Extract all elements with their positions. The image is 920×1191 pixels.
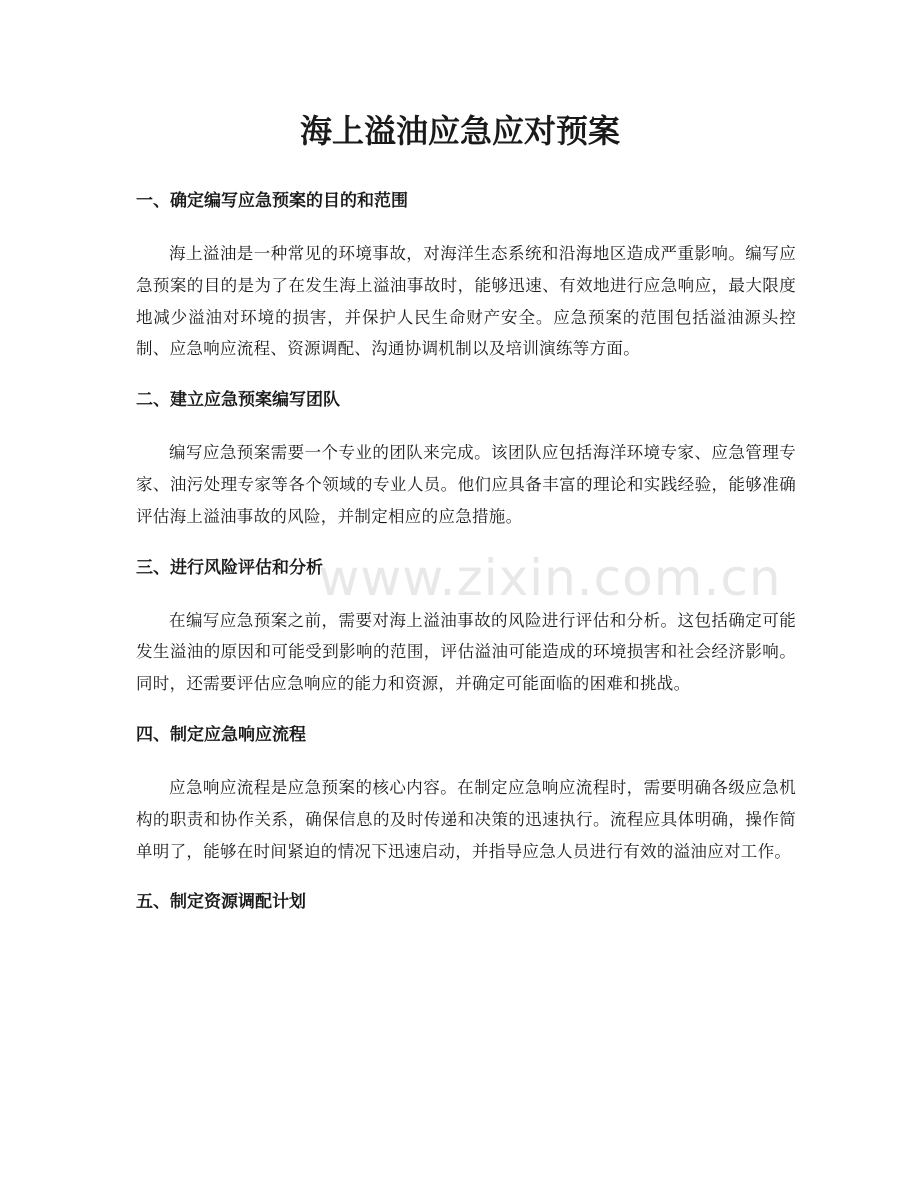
section-paragraph: 应急响应流程是应急预案的核心内容。在制定应急响应流程时，需要明确各级应急机构的职责和协作关系，确保信息的及时传递和决策的迅速执行。流程应具体明确，操作简单明了，能够在时间紧迫的情况下迅速启动，并指导应急人员进行有效的溢油应对工作。 [136,777,796,861]
document-content [136,186,796,939]
section-heading: 一、确定编写应急预案的目的和范围 [136,191,408,211]
section-2 [136,385,796,532]
section-heading: 三、进行风险评估和分析 [136,557,323,578]
page-title: 海上溢油应急应对预案 [299,112,620,150]
section-paragraph: 海上溢油是一种常见的环境事故，对海洋生态系统和沿海地区造成严重影响。编写应急预案的目的是为了在发生海上溢油事故时，能够迅速、有效地进行应急响应，最大限度地减少溢油对环境的损害，并保护人民生命财产安全。应急预案的范围包括溢油源头控制、应急响应流程、资源调配、沟通协调机制以及培训演练等方面。 [136,244,796,359]
section-3 [136,553,796,700]
section-4 [136,720,796,867]
section-paragraph: 编写应急预案需要一个专业的团队来完成。该团队应包括海洋环境专家、应急管理专家、油污处理专家等各个领域的专业人员。他们应具备丰富的理论和实践经验，能够准确评估海上溢油事故的风险，并制定相应的应急措施。 [136,443,796,526]
section-heading: 四、制定应急响应流程 [136,724,306,745]
watermark: www.zixin.com.cn [318,549,782,607]
section-1 [136,186,796,365]
section-5 [136,887,796,917]
section-heading: 二、建立应急预案编写团队 [136,390,340,411]
section-paragraph: 在编写应急预案之前，需要对海上溢油事故的风险进行评估和分析。这包括确定可能发生溢油的原因和可能受到影响的范围，评估溢油可能造成的环境损害和社会经济影响。同时，还需要评估应急响应的能力和资源，并确定可能面临的困难和挑战。 [136,610,796,694]
section-heading: 五、制定资源调配计划 [136,892,306,913]
